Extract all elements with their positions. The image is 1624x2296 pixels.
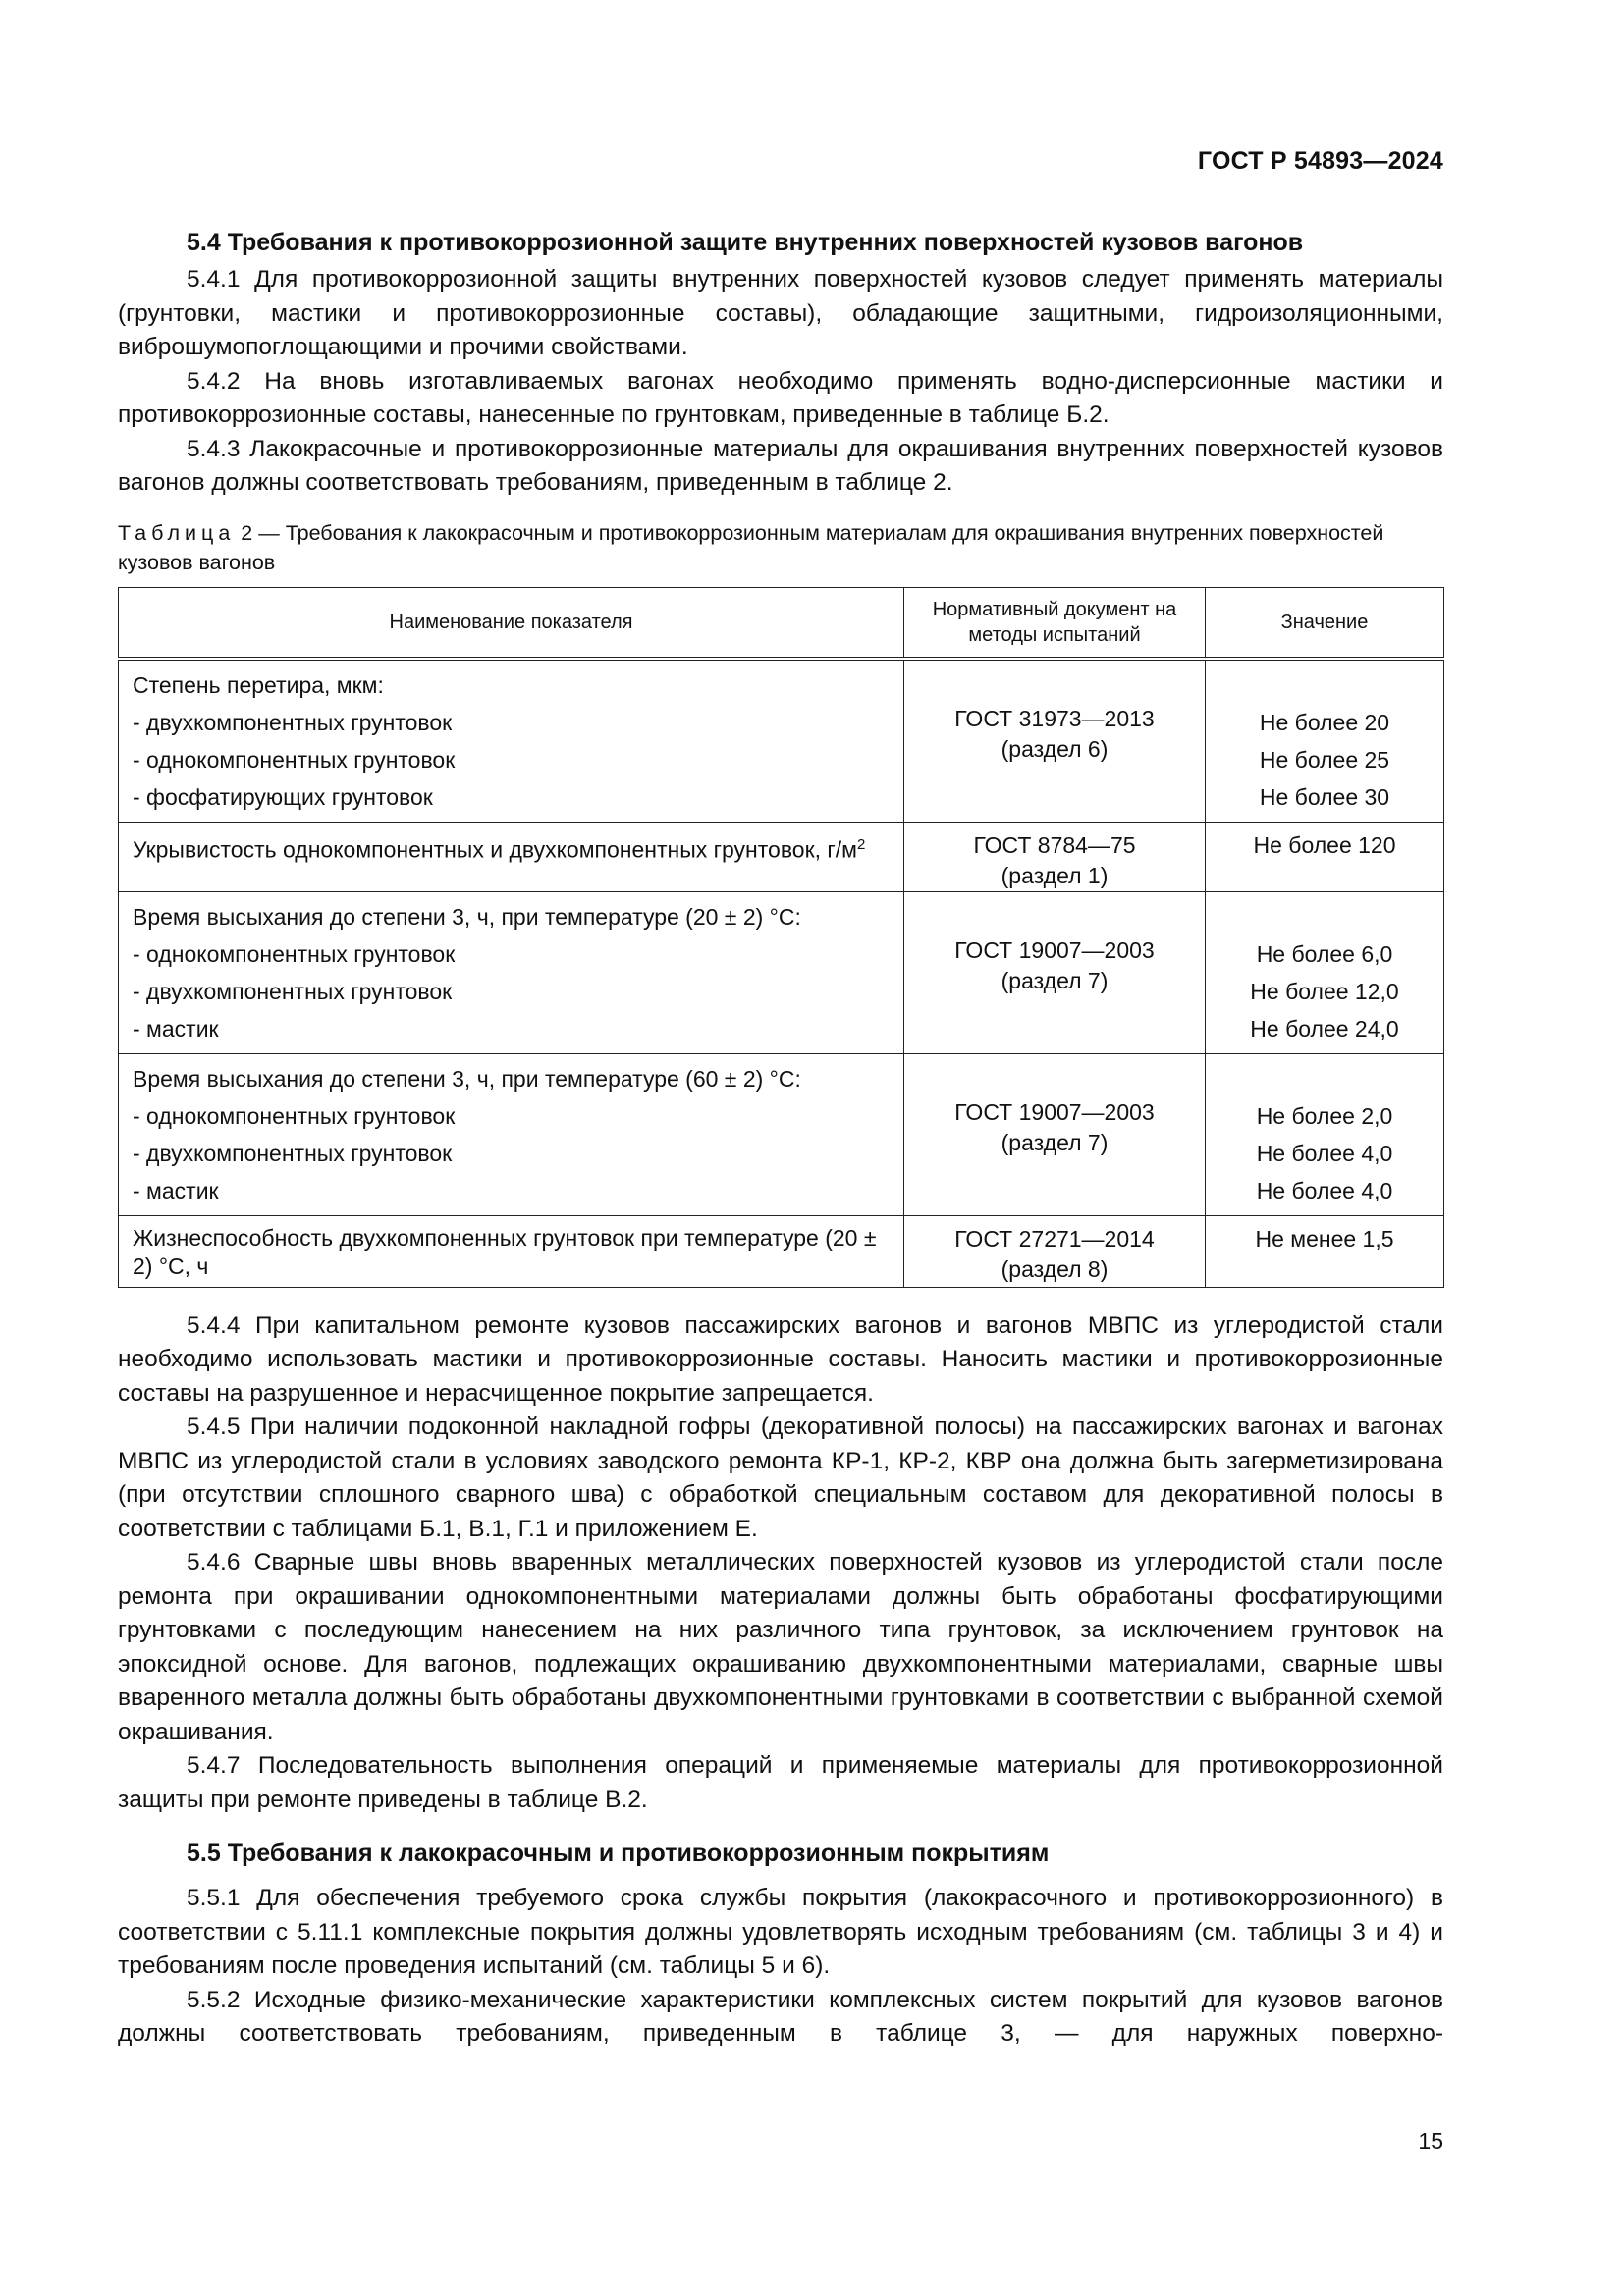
- row-3-item: - двухкомпонентных грунтовок: [133, 978, 453, 1004]
- row-4-item: - однокомпонентных грунтовок: [133, 1102, 456, 1129]
- row-3-indicator: [119, 891, 904, 1053]
- row-3-value: Не более 24,0: [1250, 1015, 1399, 1041]
- paragraph-5-4-1: 5.4.1 Для противокоррозионной защиты внутренних поверхностей кузовов следует применять материалы (грунтовки, мастики и противокоррозионные составы), обладающие защитными, гидроизоляционными, виброшумопоглощающими и прочими свойствами.: [118, 266, 1443, 360]
- row-1-values: [1206, 659, 1444, 823]
- paragraph-5-4-6: 5.4.6 Сварные швы вновь вваренных металлических поверхностей кузовов из углеродистой стали после ремонта при окрашивании однокомпонентными материалами должны быть обработаны фосфатирующими грунтовками с последующим нанесением на них различного типа грунтовок, за исключением грунтовок на эпоксидной основе. Для вагонов, подлежащих окрашиванию двухкомпонентными материалами, сварные швы вваренного металла должны быть обработаны двухкомпонентными грунтовками в соответствии с выбранной схемой окрашивания.: [118, 1549, 1443, 1745]
- table-2: [118, 587, 1444, 1288]
- paragraph-5-4-2: 5.4.2 На вновь изготавливаемых вагонах необходимо применять водно-дисперсионные мастики и противокоррозионные составы, нанесенные по грунтовкам, приведенные в таблице Б.2.: [118, 367, 1443, 428]
- row-4-item: - мастик: [133, 1177, 219, 1203]
- row-4-value: Не более 4,0: [1256, 1177, 1393, 1203]
- row-5-indicator: [119, 1215, 904, 1287]
- table-row: [119, 659, 1444, 823]
- paragraph-5-5-1: 5.5.1 Для обеспечения требуемого срока службы покрытия (лакокрасочного и противокоррозионного) в соответствии с 5.11.1 комплексные покрытия должны удовлетворять исходным требованиям (см. таблицы 3 и 4) и требованиям после проведения испытаний (см. таблицы 5 и 6).: [118, 1885, 1443, 1979]
- row-1-head: Степень перетира, мкм:: [133, 671, 384, 698]
- row-5-value-text: Не менее 1,5: [1255, 1225, 1394, 1252]
- row-2-method-doc: [904, 822, 1206, 891]
- row-1-doc-section: (раздел 6): [1001, 735, 1109, 762]
- row-1-value: Не более 25: [1259, 746, 1390, 773]
- row-4-method-doc: [904, 1053, 1206, 1215]
- row-5-doc-section: (раздел 8): [1001, 1255, 1109, 1282]
- row-3-value: Не более 6,0: [1256, 940, 1393, 967]
- row-3-doc-section: (раздел 7): [1001, 967, 1109, 993]
- header-indicator: Наименование показателя: [119, 587, 904, 659]
- table-header-row: [119, 587, 1444, 659]
- row-3-item: - мастик: [133, 1015, 219, 1041]
- row-4-item: - двухкомпонентных грунтовок: [133, 1140, 453, 1166]
- row-2-head: Укрывистость однокомпонентных и двухкомпонентных грунтовок, г/м: [133, 836, 857, 863]
- table-row: [119, 1215, 1444, 1287]
- row-1-item: - однокомпонентных грунтовок: [133, 746, 456, 773]
- row-4-doc: ГОСТ 19007—2003: [954, 1098, 1155, 1125]
- document-body: [118, 226, 1443, 2052]
- row-5-head: Жизнеспособность двухкомпоненных грунтовок при температуре (20 ± 2) °С, ч: [133, 1224, 877, 1279]
- row-1-item: - двухкомпонентных грунтовок: [133, 709, 453, 735]
- page-number: 15: [1418, 2128, 1443, 2154]
- row-4-value: Не более 2,0: [1256, 1102, 1393, 1129]
- row-5-doc: ГОСТ 27271—2014: [954, 1225, 1155, 1252]
- row-2-value: [1206, 822, 1444, 891]
- row-4-indicator: [119, 1053, 904, 1215]
- table-2-caption: [118, 518, 1443, 577]
- row-5-value: [1206, 1215, 1444, 1287]
- row-1-indicator: [119, 659, 904, 823]
- row-1-item: - фосфатирующих грунтовок: [133, 783, 433, 810]
- row-4-head: Время высыхания до степени 3, ч, при температуре (60 ± 2) °С:: [133, 1065, 801, 1092]
- row-5-method-doc: [904, 1215, 1206, 1287]
- paragraph-5-4-7: 5.4.7 Последовательность выполнения операций и применяемые материалы для противокоррозионной защиты при ремонте приведены в таблице В.2.: [118, 1752, 1443, 1813]
- section-title-5-5: 5.5 Требования к лакокрасочным и противокоррозионным покрытиям: [187, 1840, 1050, 1867]
- row-2-doc: ГОСТ 8784—75: [973, 831, 1136, 858]
- row-1-doc: ГОСТ 31973—2013: [954, 705, 1155, 731]
- header-value: Значение: [1206, 587, 1444, 659]
- table-row: [119, 1053, 1444, 1215]
- row-3-item: - однокомпонентных грунтовок: [133, 940, 456, 967]
- row-3-value: Не более 12,0: [1250, 978, 1399, 1004]
- row-3-doc: ГОСТ 19007—2003: [954, 936, 1155, 963]
- row-2-value-text: Не более 120: [1253, 831, 1396, 858]
- row-3-head: Время высыхания до степени 3, ч, при температуре (20 ± 2) °С:: [133, 903, 801, 930]
- row-1-method-doc: [904, 659, 1206, 823]
- row-2-indicator: [119, 822, 904, 891]
- table-caption-word: Таблица: [118, 520, 236, 545]
- paragraph-5-4-5: 5.4.5 При наличии подоконной накладной гофры (декоративной полосы) на пассажирских вагонах и вагонах МВПС из углеродистой стали в условиях заводского ремонта КР-1, КР-2, КВР она должна быть загерметизирована (при отсутствии сплошного сварного шва) с обработкой специальным составом для декоративной полосы в соответствии с таблицами Б.1, В.1, Г.1 и приложением Е.: [118, 1414, 1443, 1542]
- paragraph-5-4-3: 5.4.3 Лакокрасочные и противокоррозионные материалы для окрашивания внутренних поверхностей кузовов вагонов должны соответствовать требованиям, приведенным в таблице 2.: [118, 435, 1443, 496]
- table-row: [119, 891, 1444, 1053]
- paragraph-5-4-4: 5.4.4 При капитальном ремонте кузовов пассажирских вагонов и вагонов МВПС из углеродистой стали необходимо использовать мастики и противокоррозионные составы. Наносить мастики и противокоррозионные составы на разрушенное и нерасчищенное покрытие запрещается.: [118, 1311, 1443, 1407]
- table-row: [119, 822, 1444, 891]
- row-4-value: Не более 4,0: [1256, 1140, 1393, 1166]
- paragraph-5-5-2: 5.5.2 Исходные физико-механические характеристики комплексных систем покрытий для кузовов вагонов должны соответствовать требованиям, приведенным в таблице 3, — для наружных поверхно-: [118, 1986, 1443, 2047]
- row-3-values: [1206, 891, 1444, 1053]
- row-1-value: Не более 30: [1259, 783, 1390, 810]
- header-method-doc: Нормативный документ на методы испытаний: [904, 587, 1206, 659]
- row-4-doc-section: (раздел 7): [1001, 1129, 1109, 1155]
- section-title-5-4: 5.4 Требования к противокоррозионной защите внутренних поверхностей кузовов вагонов: [187, 229, 1304, 256]
- document-code: ГОСТ Р 54893—2024: [1197, 147, 1443, 175]
- row-3-method-doc: [904, 891, 1206, 1053]
- table-caption-text: 2 — Требования к лакокрасочным и противокоррозионным материалам для окрашивания внутренних поверхностей кузовов вагонов: [118, 520, 1384, 574]
- row-2-sup: 2: [857, 835, 866, 853]
- row-2-doc-section: (раздел 1): [1001, 862, 1109, 888]
- row-4-values: [1206, 1053, 1444, 1215]
- row-1-value: Не более 20: [1259, 709, 1390, 735]
